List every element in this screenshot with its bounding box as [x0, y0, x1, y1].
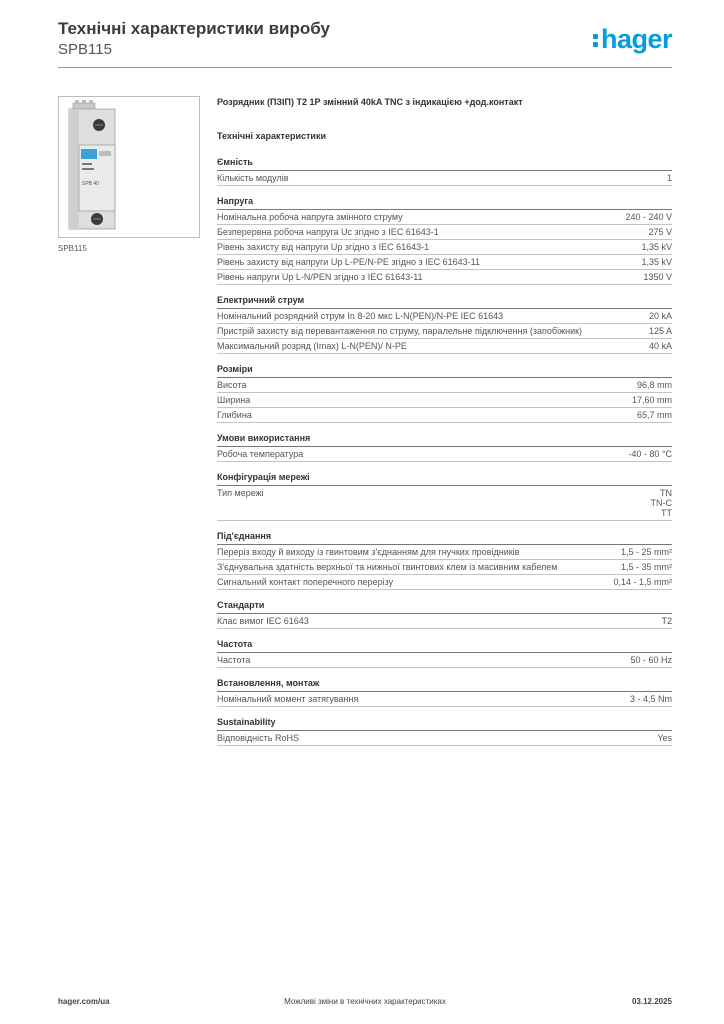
- spec-value: [657, 733, 672, 743]
- spec-label: Частота: [217, 655, 251, 665]
- spec-label: Переріз входу й виходу із гвинтовим з'єднанням для гнучких провідників: [217, 547, 520, 557]
- spec-value: [632, 395, 672, 405]
- logo-dots-icon: [593, 32, 599, 48]
- spec-value: [621, 562, 672, 572]
- spec-value-line: TN-C: [650, 498, 672, 508]
- spec-value: [643, 272, 672, 282]
- spec-group: [217, 364, 672, 423]
- spec-value-line: 96,8 mm: [636, 380, 672, 390]
- spec-row: [217, 614, 672, 629]
- spec-row: [217, 393, 672, 408]
- spec-value-line: 17,60 mm: [631, 395, 672, 405]
- spec-label: Номінальна робоча напруга змінного струму: [217, 212, 403, 222]
- spec-value-line: 125 A: [648, 326, 672, 336]
- spec-value-line: T2: [661, 616, 672, 626]
- spec-value: [628, 449, 672, 459]
- spec-value: [661, 616, 672, 626]
- spec-row: [217, 575, 672, 590]
- spec-label: Максимальний розряд (Imax) L-N(PEN)/ N-PE: [217, 341, 407, 351]
- spec-group: [217, 678, 672, 707]
- spec-value-line: 0,14 - 1,5 mm²: [613, 577, 672, 587]
- spec-value-line: 1,5 - 35 mm²: [620, 562, 672, 572]
- spec-group: [217, 717, 672, 746]
- spec-value-line: 1,5 - 25 mm²: [620, 547, 672, 557]
- spec-value: [637, 380, 672, 390]
- spec-value: [651, 488, 673, 518]
- spec-group: [217, 196, 672, 285]
- spec-value-line: TN: [660, 488, 672, 498]
- hager-logo: [593, 24, 672, 54]
- product-image-caption: SPB115: [58, 244, 87, 253]
- spec-value-line: -40 - 80 °C: [628, 449, 672, 459]
- product-description: Розрядник (ПЗІП) Т2 1Р змінний 40kA TNC з індикацією +дод.контакт: [217, 97, 523, 107]
- svg-text:SPB 40: SPB 40: [82, 181, 99, 187]
- spec-label: Ширина: [217, 395, 251, 405]
- spec-label: Клас вимог IEC 61643: [217, 616, 309, 626]
- spec-label: Рівень захисту від напруги Up L-PE/N-PE згідно з IEC 61643-11: [217, 257, 480, 267]
- spec-group: [217, 157, 672, 186]
- spec-row: [217, 378, 672, 393]
- spec-label: З'єднувальна здатність верхньої та нижньої гвинтових клем із масивним кабелем: [217, 562, 558, 572]
- spec-value: [637, 410, 672, 420]
- spec-group-title: Конфігурація мережі: [217, 472, 672, 486]
- spec-row: [217, 270, 672, 285]
- page-title: Технічні характеристики виробу: [58, 19, 330, 38]
- spec-value: [649, 311, 672, 321]
- spec-value: [613, 577, 672, 587]
- spec-value: [649, 341, 672, 351]
- spec-group: [217, 472, 672, 521]
- spec-group: [217, 600, 672, 629]
- spec-row: [217, 408, 672, 423]
- spec-value: [630, 655, 672, 665]
- spec-row: [217, 447, 672, 462]
- spec-value: [641, 242, 672, 252]
- footer-note: Можливі зміни в технічних характеристиках: [284, 997, 446, 1006]
- product-code: SPB115: [58, 41, 112, 58]
- spec-label: Рівень захисту від напруги Up згідно з IEC 61643-1: [217, 242, 430, 252]
- spec-group-title: Напруга: [217, 196, 672, 210]
- spec-label: Номінальний розрядний струм In 8-20 мкс L-N(PEN)/N-PE IEC 61643: [217, 311, 504, 321]
- spec-label: Пристрій захисту від перевантаження по струму, паралельне підключення (запобіжник): [217, 326, 583, 336]
- spec-group-title: Ємність: [217, 157, 672, 171]
- spec-row: [217, 225, 672, 240]
- footer-date: 03.12.2025: [631, 997, 672, 1006]
- page-header: [58, 18, 330, 59]
- spec-group-title: Розміри: [217, 364, 672, 378]
- footer-website: hager.com/ua: [58, 997, 110, 1006]
- spec-value-line: 1,35 kV: [641, 257, 672, 267]
- spec-row: [217, 240, 672, 255]
- spec-value-line: 1,35 kV: [641, 242, 672, 252]
- spec-group: [217, 639, 672, 668]
- spec-value: [621, 547, 672, 557]
- spec-value-line: TT: [661, 508, 672, 518]
- spec-label: Тип мережі: [217, 488, 264, 498]
- spec-group-title: Умови використання: [217, 433, 672, 447]
- spec-value-line: 20 kA: [648, 311, 672, 321]
- spec-row: [217, 545, 672, 560]
- spec-row: [217, 486, 672, 521]
- spec-value-line: 50 - 60 Hz: [630, 655, 672, 665]
- spec-group: [217, 433, 672, 462]
- spec-row: [217, 171, 672, 186]
- spec-group-title: Sustainability: [217, 717, 672, 731]
- spec-heading: Технічні характеристики: [217, 131, 326, 141]
- spec-value: [630, 694, 672, 704]
- spec-label: Сигнальний контакт поперечного перерізу: [217, 577, 394, 587]
- spec-label: Робоча температура: [217, 449, 304, 459]
- spec-label: Безперервна робоча напруга Uc згідно з IEC 61643-1: [217, 227, 439, 237]
- spec-group-title: Електричний струм: [217, 295, 672, 309]
- header-divider: [58, 67, 672, 68]
- spec-value-line: Yes: [657, 733, 672, 743]
- spec-value: [641, 257, 672, 267]
- spec-content: [217, 96, 672, 756]
- spec-row: [217, 653, 672, 668]
- spec-value-line: 1350 V: [643, 272, 672, 282]
- spec-row: [217, 324, 672, 339]
- spec-value-line: 65,7 mm: [636, 410, 672, 420]
- spec-label: Рівень напруги Up L-N/PEN згідно з IEC 61643-11: [217, 272, 423, 282]
- spec-value-line: 1: [666, 173, 672, 183]
- spec-value-line: 3 - 4,5 Nm: [629, 694, 672, 704]
- logo-text: hager: [600, 24, 672, 54]
- spec-value-line: 240 - 240 V: [625, 212, 672, 222]
- spec-label: Кількість модулів: [217, 173, 289, 183]
- spec-row: [217, 339, 672, 354]
- spec-label: Глибина: [217, 410, 252, 420]
- spec-group: [217, 295, 672, 354]
- spec-value: [667, 173, 672, 183]
- spec-label: Номінальний момент затягування: [217, 694, 359, 704]
- spec-row: [217, 692, 672, 707]
- spec-row: [217, 309, 672, 324]
- spec-value: [648, 227, 672, 237]
- spec-group-title: Частота: [217, 639, 672, 653]
- spec-groups: [217, 157, 672, 746]
- spec-label: Висота: [217, 380, 247, 390]
- spec-row: [217, 731, 672, 746]
- spec-group-title: Під'єднання: [217, 531, 672, 545]
- spec-value-line: 275 V: [648, 227, 672, 237]
- spec-group-title: Встановлення, монтаж: [217, 678, 672, 692]
- surge-arrester-icon: [59, 97, 199, 237]
- spec-row: [217, 255, 672, 270]
- spec-row: [217, 210, 672, 225]
- spec-group: [217, 531, 672, 590]
- spec-label: Відповідність RoHS: [217, 733, 299, 743]
- spec-value-line: 40 kA: [648, 341, 672, 351]
- spec-value: [649, 326, 672, 336]
- spec-row: [217, 560, 672, 575]
- spec-group-title: Стандарти: [217, 600, 672, 614]
- spec-value: [625, 212, 672, 222]
- product-image: [58, 96, 200, 238]
